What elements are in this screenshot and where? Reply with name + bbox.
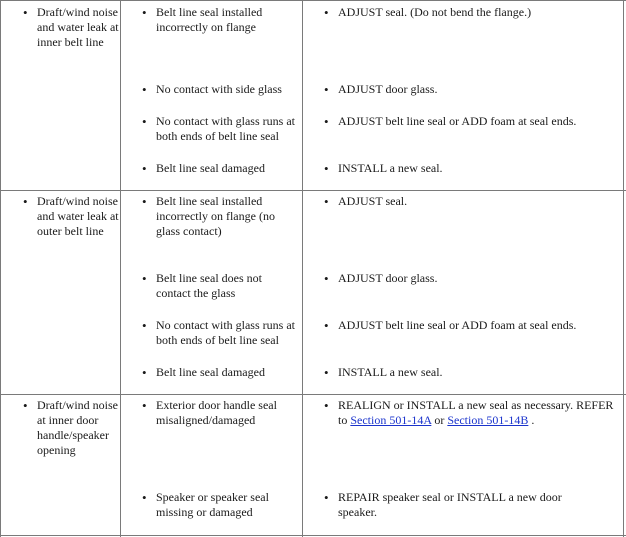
symptom-cell: • Draft/wind noise and water leak at inner belt line xyxy=(37,5,119,50)
column-divider-2 xyxy=(302,0,303,537)
action-item: • REPAIR speaker seal or INSTALL a new door speaker. xyxy=(338,490,600,520)
table-border-right xyxy=(623,0,624,537)
section-501-14b-link[interactable]: Section 501-14B xyxy=(447,413,529,427)
action-item-refer xyxy=(338,398,620,428)
symptom-cell: • Draft/wind noise and water leak at outer belt line xyxy=(37,194,119,239)
table-border-left xyxy=(0,0,1,537)
action-item: • ADJUST seal. xyxy=(338,194,620,209)
table-border-bottom xyxy=(0,535,626,536)
action-item: • ADJUST seal. (Do not bend the flange.) xyxy=(338,5,620,20)
action-item: • ADJUST door glass. xyxy=(338,271,620,286)
cause-item: • Speaker or speaker seal missing or damaged xyxy=(156,490,298,520)
table-border-top xyxy=(0,0,626,1)
column-divider-1 xyxy=(120,0,121,537)
symptom-cell: • Draft/wind noise at inner door handle/speaker opening xyxy=(37,398,119,458)
cause-item: • No contact with side glass xyxy=(156,82,298,97)
action-text: . xyxy=(531,413,535,427)
action-item: • INSTALL a new seal. xyxy=(338,365,620,380)
cause-item: • Belt line seal damaged xyxy=(156,161,298,176)
action-item: • ADJUST door glass. xyxy=(338,82,620,97)
section-501-14a-link[interactable]: Section 501-14A xyxy=(350,413,432,427)
cause-item: • Belt line seal installed incorrectly on flange xyxy=(156,5,298,35)
cause-item: • No contact with glass runs at both ends of belt line seal xyxy=(156,114,302,144)
action-item: • ADJUST belt line seal or ADD foam at seal ends. xyxy=(338,318,620,333)
cause-item: • Belt line seal installed incorrectly on flange (no glass contact) xyxy=(156,194,298,239)
cause-item: • Belt line seal does not contact the glass xyxy=(156,271,298,301)
action-text: or xyxy=(434,413,445,427)
cause-item: • Belt line seal damaged xyxy=(156,365,298,380)
action-text: REALIGN or INSTALL a new seal as necessary. REFER to xyxy=(338,398,614,427)
cause-item: • Exterior door handle seal misaligned/damaged xyxy=(156,398,298,428)
row-divider-2 xyxy=(0,394,626,395)
action-item: • INSTALL a new seal. xyxy=(338,161,620,176)
action-item: • ADJUST belt line seal or ADD foam at seal ends. xyxy=(338,114,620,129)
cause-item: • No contact with glass runs at both ends of belt line seal xyxy=(156,318,302,348)
row-divider-1 xyxy=(0,190,626,191)
